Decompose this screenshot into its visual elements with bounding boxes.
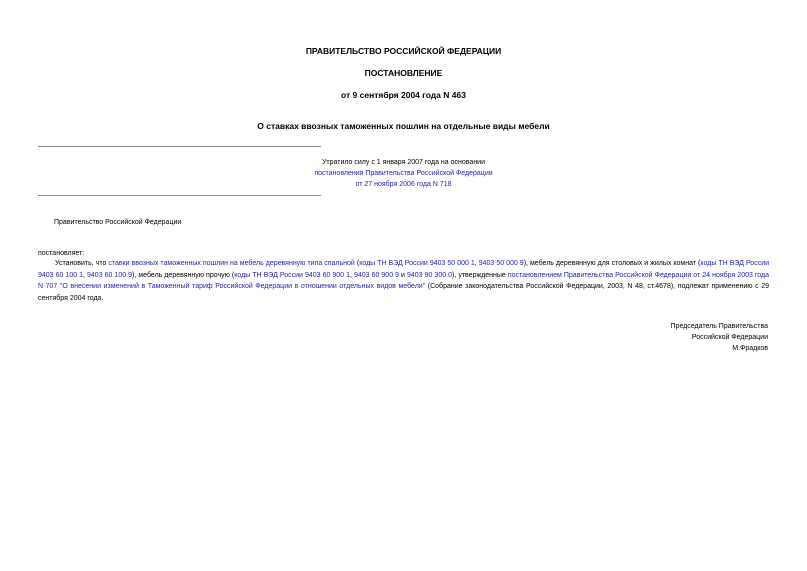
header-government: ПРАВИТЕЛЬСТВО РОССИЙСКОЙ ФЕДЕРАЦИИ	[305, 46, 502, 56]
body-text-2: (	[354, 260, 360, 267]
body-text-9: ), утвержденные	[452, 271, 508, 279]
status-note-date-link[interactable]: от 27 ноября 2006 года N 718	[355, 181, 452, 188]
codes-link-3c[interactable]: 9403 90 300 0	[407, 271, 453, 279]
codes-link-3b[interactable]: 9403 60 900 9	[353, 271, 400, 279]
header-doc-type: ПОСТАНОВЛЕНИЕ	[364, 68, 443, 78]
signature-organization: Российской Федерации	[691, 334, 768, 341]
decree-707-link[interactable]: постановлением Правительства Российской Федерации от 24 ноября 2003 года N 707 "О внесении изменений в Таможенный тариф Российской Федерации в отношении отдельных видов мебели"	[38, 271, 770, 291]
codes-link-2b[interactable]: 9403 60 100 9	[87, 271, 133, 279]
body-text-3: ,	[474, 260, 479, 267]
body-paragraph	[38, 258, 769, 304]
body-text-7: ,	[350, 271, 354, 279]
body-text-1: Установить, что	[55, 260, 109, 267]
top-rule	[38, 146, 321, 147]
codes-link-1b[interactable]: 9403 50 000 9	[478, 260, 524, 267]
rates-link[interactable]: ставки ввозных таможенных пошлин на мебель деревянную типа спальной	[108, 260, 355, 267]
signature-position: Председатель Правительства	[670, 323, 768, 330]
codes-link-1[interactable]: коды ТН ВЭД России 9403 50 000 1	[359, 260, 475, 267]
status-note-decree-link[interactable]: постановления Правительства Российской Федерации	[314, 170, 493, 177]
header-date-number: от 9 сентября 2004 года N 463	[341, 90, 466, 100]
signature-name: М.Фрадков	[732, 345, 768, 352]
codes-link-3[interactable]: коды ТН ВЭД России 9403 60 900 1	[234, 271, 350, 279]
body-text-8: и	[399, 271, 407, 279]
status-note-line3	[0, 179, 807, 190]
signature-block	[518, 321, 768, 354]
body-text-5: ,	[83, 271, 88, 279]
preamble-issuer: Правительство Российской Федерации	[54, 219, 182, 226]
preamble-decrees: постановляет:	[38, 250, 85, 257]
status-note-line2	[0, 168, 807, 179]
status-note-line1: Утратило силу с 1 января 2007 года на основании	[321, 159, 486, 166]
body-text-10: (Собрание законодательства Российской Федерации, 2003, N 48, ст.4678), подлежат применению с 29 сентября 2004 года.	[38, 283, 769, 302]
document-title: О ставках ввозных таможенных пошлин на отдельные виды мебели	[257, 121, 550, 131]
body-text-4: ), мебель деревянную для столовых и жилых комнат (	[523, 260, 701, 267]
codes-link-2[interactable]: коды ТН ВЭД России 9403 60 100 1	[38, 260, 770, 279]
body-text-6: ), мебель деревянную прочую (	[132, 271, 235, 279]
bottom-rule	[38, 195, 321, 196]
